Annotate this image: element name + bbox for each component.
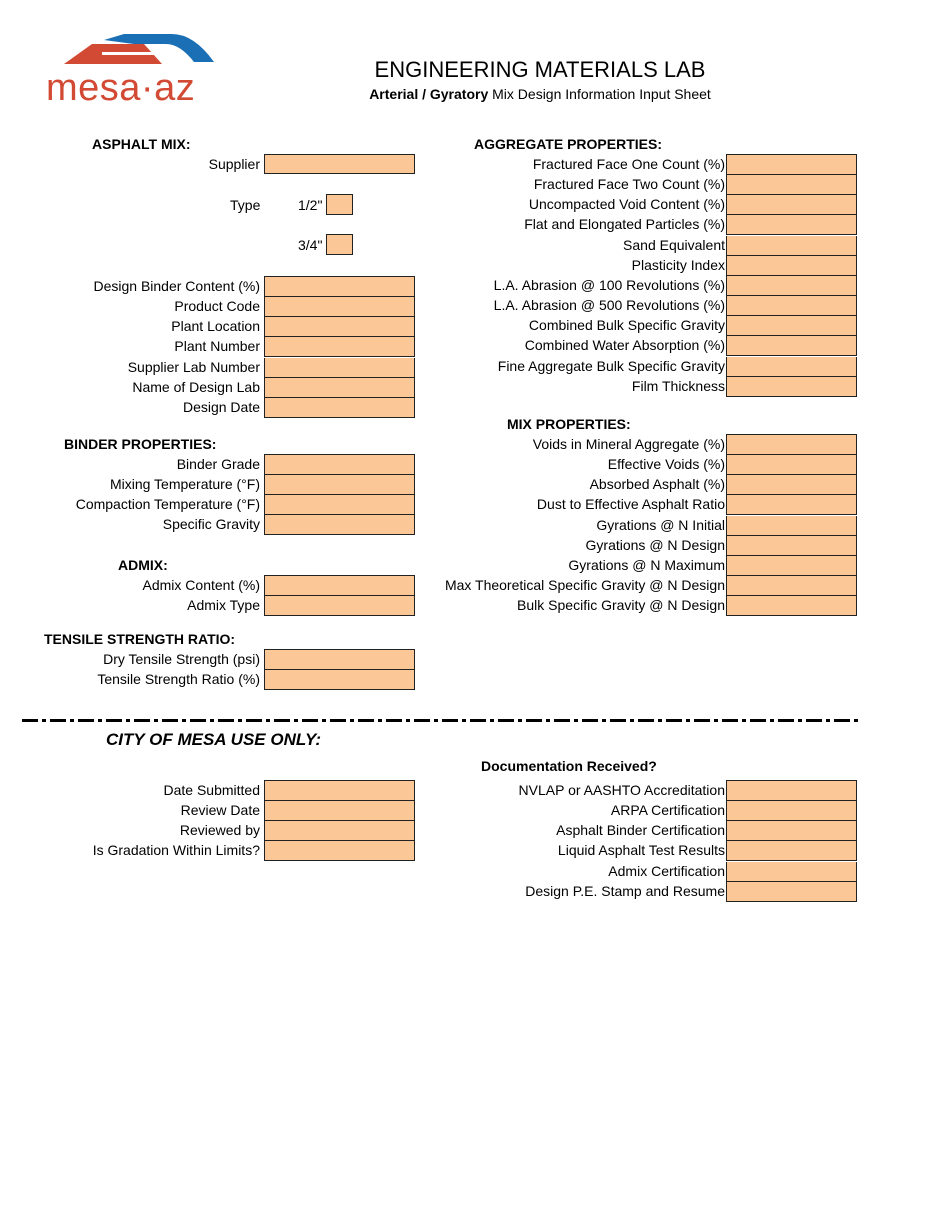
- plant-number-label: Plant Number: [174, 338, 260, 355]
- sand-equivalent-input[interactable]: [726, 236, 857, 256]
- film-thickness-label: Film Thickness: [631, 377, 725, 394]
- effective-voids-label: Effective Voids (%): [607, 456, 725, 473]
- absorbed-asphalt-input[interactable]: [726, 475, 857, 495]
- compaction-temperature-f-label: Compaction Temperature (°F): [75, 496, 260, 513]
- specific-gravity-label: Specific Gravity: [162, 516, 260, 533]
- type-label: Type: [230, 197, 261, 213]
- gyrations-n-maximum-label: Gyrations @ N Maximum: [568, 556, 725, 573]
- max-theoretical-specific-gravity-n-design-label: Max Theoretical Specific Gravity @ N Design: [444, 577, 725, 594]
- dry-tensile-strength-psi-input[interactable]: [264, 649, 415, 670]
- dust-to-effective-asphalt-ratio-label: Dust to Effective Asphalt Ratio: [536, 496, 725, 513]
- supplier-lab-number-label: Supplier Lab Number: [127, 358, 260, 375]
- dry-tensile-strength-psi-label: Dry Tensile Strength (psi): [103, 651, 260, 667]
- nvlap-or-aashto-accreditation-input[interactable]: [726, 780, 857, 801]
- arpa-certification-label: ARPA Certification: [610, 802, 725, 819]
- binder-properties-heading: BINDER PROPERTIES:: [64, 436, 217, 452]
- city-use-heading: CITY OF MESA USE ONLY:: [106, 730, 322, 749]
- voids-in-mineral-aggregate-label: Voids in Mineral Aggregate (%): [532, 436, 725, 452]
- gyrations-n-design-label: Gyrations @ N Design: [585, 536, 725, 553]
- uncompacted-void-content-input[interactable]: [726, 195, 857, 215]
- bulk-specific-gravity-n-design-input[interactable]: [726, 596, 857, 616]
- documentation-heading: Documentation Received?: [481, 758, 657, 774]
- effective-voids-input[interactable]: [726, 455, 857, 475]
- fine-aggregate-bulk-specific-gravity-label: Fine Aggregate Bulk Specific Gravity: [497, 357, 725, 374]
- supplier-label: Supplier: [208, 156, 260, 172]
- plasticity-index-label: Plasticity Index: [631, 256, 725, 273]
- fractured-face-two-count-input[interactable]: [726, 175, 857, 195]
- design-p-e-stamp-and-resume-input[interactable]: [726, 882, 857, 902]
- film-thickness-input[interactable]: [726, 377, 857, 397]
- combined-bulk-specific-gravity-label: Combined Bulk Specific Gravity: [528, 317, 725, 334]
- logo-wordmark: mesa·az: [46, 67, 196, 109]
- mixing-temperature-f-label: Mixing Temperature (°F): [109, 476, 260, 493]
- flat-and-elongated-particles-label: Flat and Elongated Particles (%): [524, 216, 725, 233]
- admix-content-label: Admix Content (%): [142, 577, 260, 593]
- name-of-design-lab-label: Name of Design Lab: [132, 378, 260, 395]
- review-date-label: Review Date: [180, 802, 260, 819]
- dust-to-effective-asphalt-ratio-input[interactable]: [726, 495, 857, 515]
- tensile-strength-ratio-input[interactable]: [264, 670, 415, 690]
- combined-water-absorption-input[interactable]: [726, 336, 857, 356]
- l-a-abrasion-500-revolutions-input[interactable]: [726, 296, 857, 316]
- design-date-input[interactable]: [264, 398, 415, 418]
- asphalt-binder-certification-label: Asphalt Binder Certification: [556, 822, 725, 839]
- gyrations-n-design-input[interactable]: [726, 536, 857, 556]
- design-p-e-stamp-and-resume-label: Design P.E. Stamp and Resume: [525, 882, 725, 899]
- sand-equivalent-label: Sand Equivalent: [623, 236, 725, 253]
- date-submitted-label: Date Submitted: [163, 782, 260, 798]
- gyrations-n-initial-input[interactable]: [726, 516, 857, 536]
- fractured-face-two-count-label: Fractured Face Two Count (%): [533, 176, 725, 193]
- combined-water-absorption-label: Combined Water Absorption (%): [524, 337, 725, 354]
- aggregate-properties-heading: AGGREGATE PROPERTIES:: [474, 136, 662, 152]
- voids-in-mineral-aggregate-input[interactable]: [726, 434, 857, 455]
- gyrations-n-maximum-input[interactable]: [726, 556, 857, 576]
- asphalt-mix-heading: ASPHALT MIX:: [92, 136, 191, 152]
- flat-and-elongated-particles-input[interactable]: [726, 215, 857, 235]
- type-three-quarter-label: 3/4": [298, 237, 323, 253]
- design-date-label: Design Date: [182, 398, 260, 415]
- is-gradation-within-limits-label: Is Gradation Within Limits?: [92, 842, 260, 859]
- nvlap-or-aashto-accreditation-label: NVLAP or AASHTO Accreditation: [518, 782, 725, 798]
- tensile-strength-heading: TENSILE STRENGTH RATIO:: [44, 631, 236, 647]
- l-a-abrasion-500-revolutions-label: L.A. Abrasion @ 500 Revolutions (%): [493, 297, 725, 314]
- section-divider: [22, 719, 858, 722]
- mix-properties-heading: MIX PROPERTIES:: [507, 416, 631, 432]
- page-subtitle: Arterial / Gyratory Mix Design Information Input Sheet: [369, 86, 711, 102]
- plasticity-index-input[interactable]: [726, 256, 857, 276]
- absorbed-asphalt-label: Absorbed Asphalt (%): [589, 476, 725, 493]
- product-code-label: Product Code: [174, 298, 260, 315]
- binder-grade-label: Binder Grade: [176, 456, 260, 472]
- tensile-strength-ratio-label: Tensile Strength Ratio (%): [97, 671, 260, 688]
- combined-bulk-specific-gravity-input[interactable]: [726, 316, 857, 336]
- max-theoretical-specific-gravity-n-design-input[interactable]: [726, 576, 857, 596]
- asphalt-binder-certification-input[interactable]: [726, 821, 857, 841]
- admix-heading: ADMIX:: [118, 557, 168, 573]
- arpa-certification-input[interactable]: [726, 801, 857, 821]
- liquid-asphalt-test-results-input[interactable]: [726, 841, 857, 861]
- admix-certification-label: Admix Certification: [608, 862, 725, 879]
- liquid-asphalt-test-results-label: Liquid Asphalt Test Results: [557, 842, 725, 859]
- type-half-label: 1/2": [298, 197, 323, 213]
- bulk-specific-gravity-n-design-label: Bulk Specific Gravity @ N Design: [517, 597, 725, 614]
- admix-type-label: Admix Type: [187, 597, 260, 614]
- fine-aggregate-bulk-specific-gravity-input[interactable]: [726, 357, 857, 377]
- fractured-face-one-count-input[interactable]: [726, 154, 857, 175]
- plant-location-label: Plant Location: [171, 318, 260, 335]
- l-a-abrasion-100-revolutions-input[interactable]: [726, 276, 857, 296]
- fractured-face-one-count-label: Fractured Face One Count (%): [532, 156, 725, 172]
- page-title: ENGINEERING MATERIALS LAB: [374, 57, 706, 82]
- l-a-abrasion-100-revolutions-label: L.A. Abrasion @ 100 Revolutions (%): [493, 276, 725, 293]
- design-binder-content-label: Design Binder Content (%): [93, 278, 260, 294]
- uncompacted-void-content-label: Uncompacted Void Content (%): [528, 196, 725, 213]
- gyrations-n-initial-label: Gyrations @ N Initial: [596, 516, 725, 533]
- reviewed-by-label: Reviewed by: [179, 822, 260, 839]
- admix-certification-input[interactable]: [726, 862, 857, 882]
